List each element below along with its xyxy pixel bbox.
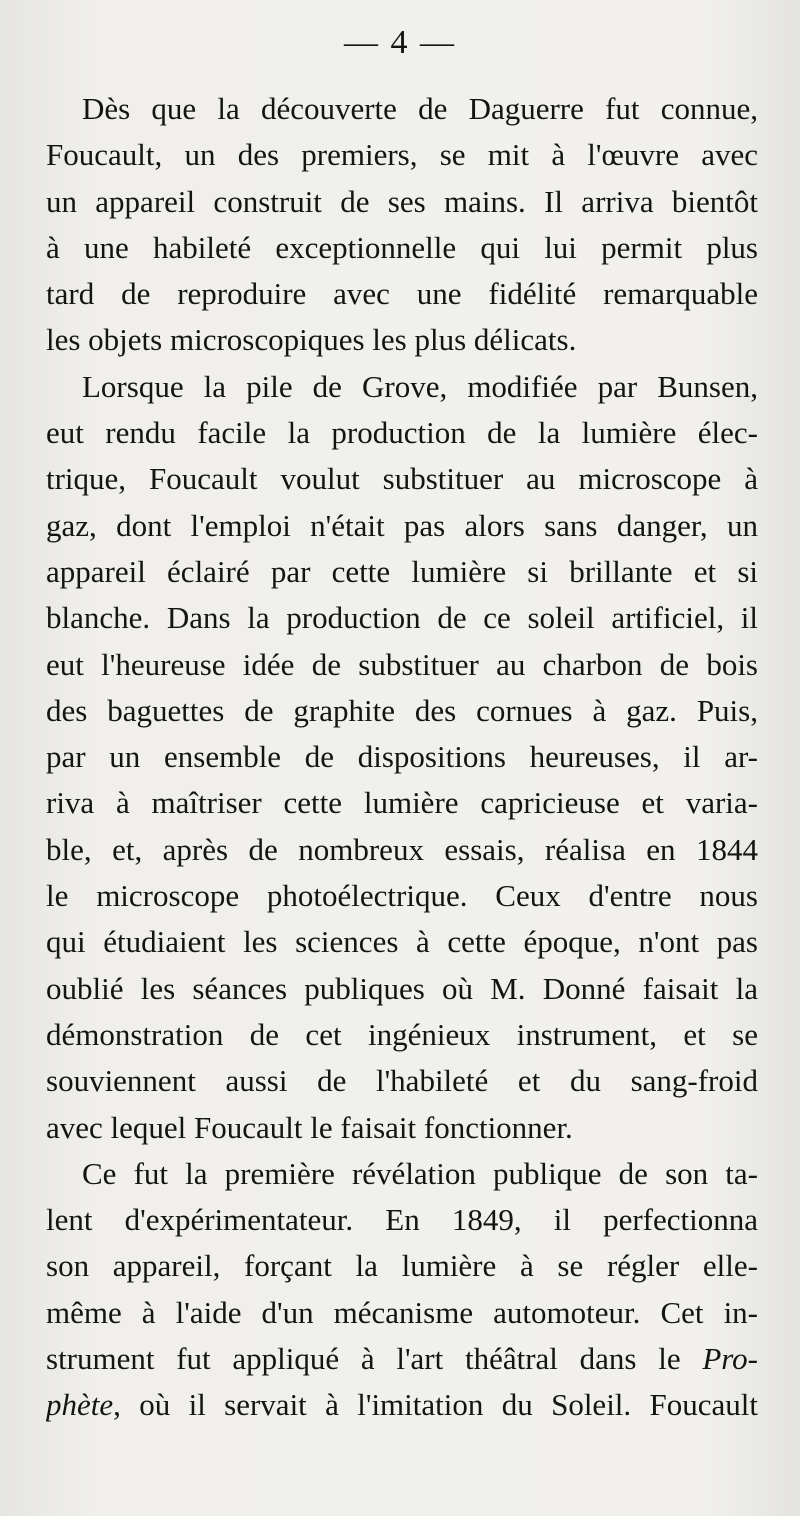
- text-line: qui étudiaient les sciences à cette époque, n'ont pas: [46, 924, 758, 960]
- text-line: gaz, dont l'emploi n'était pas alors sans danger, un: [46, 507, 758, 543]
- text-line: riva à maîtriser cette lumière capricieuse et varia-: [46, 785, 758, 821]
- text-line: souviennent aussi de l'habileté et du sang-froid: [46, 1063, 758, 1099]
- text-line: blanche. Dans la production de ce soleil artificiel, il: [46, 600, 758, 636]
- text-line-with-italic: [46, 1336, 758, 1382]
- text-line: oublié les séances publiques où M. Donné faisait la: [46, 970, 758, 1006]
- text-line: Foucault, un des premiers, se mit à l'œuvre avec: [46, 137, 758, 173]
- text-line: lent d'expérimentateur. En 1849, il perfectionna: [46, 1202, 758, 1238]
- body-text: [46, 86, 758, 1429]
- text-line: Ce fut la première révélation publique de son ta-: [82, 1155, 758, 1191]
- text-line: Lorsque la pile de Grove, modifiée par Bunsen,: [82, 368, 758, 404]
- text-line: tard de reproduire avec une fidélité remarquable: [46, 276, 758, 312]
- text-line: par un ensemble de dispositions heureuses, il ar-: [46, 739, 758, 775]
- text-line: avec lequel Foucault le faisait fonctionner.: [46, 1109, 573, 1145]
- text-line: des baguettes de graphite des cornues à gaz. Puis,: [46, 692, 758, 728]
- text-line-with-italic: [46, 1382, 758, 1428]
- text-line: démonstration de cet ingénieux instrument, et se: [46, 1016, 758, 1052]
- text-line: Dès que la découverte de Daguerre fut connue,: [82, 91, 758, 126]
- text-segment: , où il servait à l'imitation du Soleil. Foucault: [113, 1387, 758, 1423]
- italic-word: phète: [46, 1387, 114, 1423]
- text-line: eut l'heureuse idée de substituer au charbon de bois: [46, 646, 758, 682]
- text-line: appareil éclairé par cette lumière si brillante et si: [46, 553, 758, 589]
- text-line: ble, et, après de nombreux essais, réalisa en 1844: [46, 831, 758, 867]
- text-line: trique, Foucault voulut substituer au microscope à: [46, 461, 758, 497]
- italic-word: Pro-: [702, 1341, 758, 1377]
- text-line: le microscope photoélectrique. Ceux d'entre nous: [46, 878, 758, 914]
- text-line: eut rendu facile la production de la lumière élec-: [46, 415, 758, 451]
- page-number: — 4 —: [344, 24, 456, 61]
- text-line: son appareil, forçant la lumière à se régler elle-: [46, 1248, 758, 1284]
- text-segment: strument fut appliqué à l'art théâtral dans le: [46, 1341, 681, 1377]
- text-line: à une habileté exceptionnelle qui lui permit plus: [46, 229, 758, 265]
- text-line: même à l'aide d'un mécanisme automoteur. Cet in-: [46, 1294, 758, 1330]
- text-line: un appareil construit de ses mains. Il arriva bientôt: [46, 183, 758, 219]
- text-line: les objets microscopiques les plus délicats.: [46, 322, 577, 358]
